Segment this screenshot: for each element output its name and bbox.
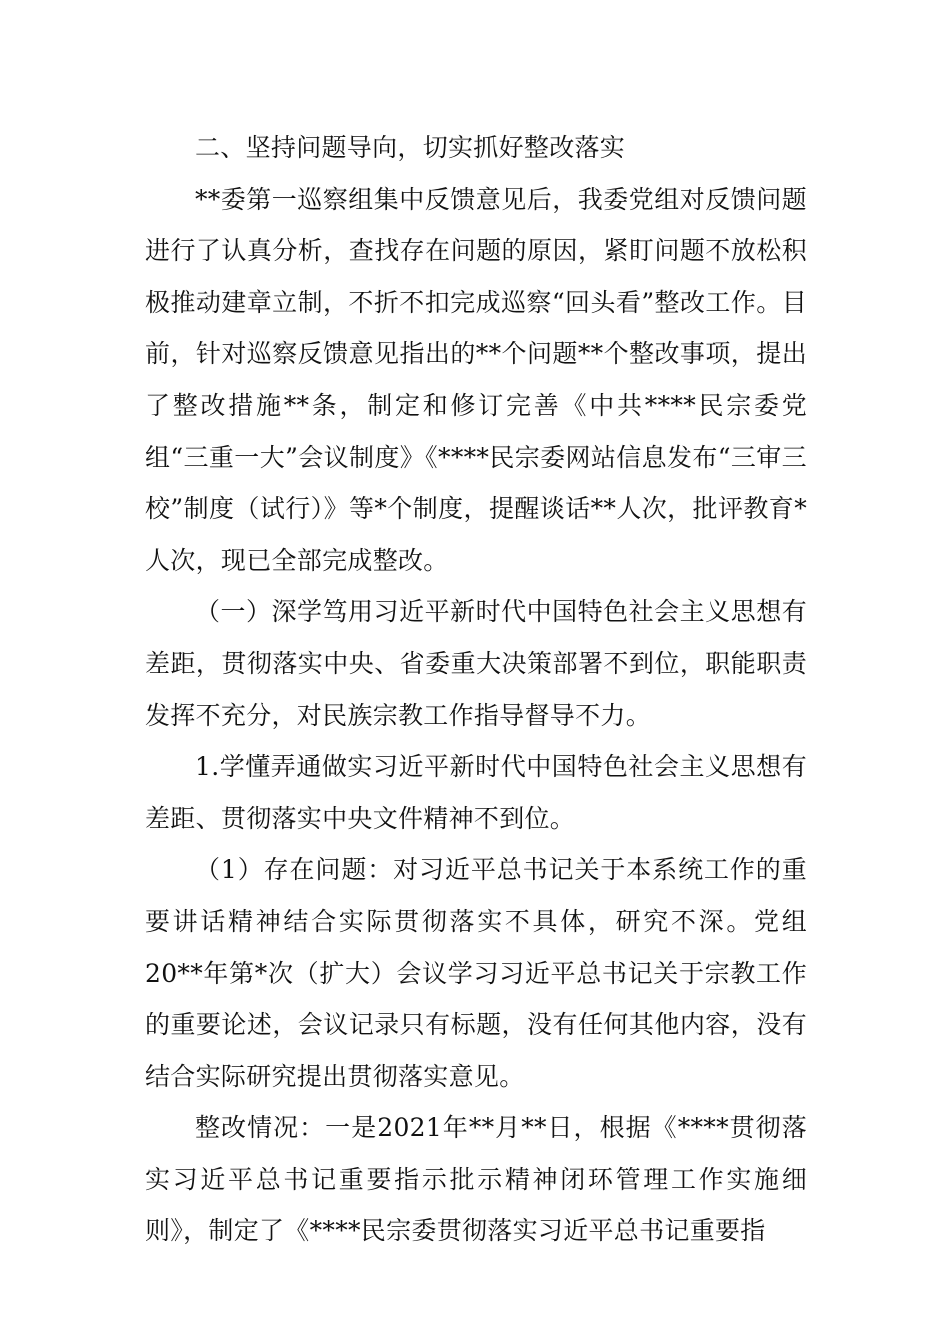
problem-paragraph: （1）存在问题：对习近平总书记关于本系统工作的重要讲话精神结合实际贯彻落实不具体，研究不深。党组20**年第*次（扩大）会议学习习近平总书记关于宗教工作的重要论述，会议记录只有标题，没有任何其他内容，没有结合实际研究提出贯彻落实意见。 (145, 855, 807, 1091)
subsection-heading: （一）深学笃用习近平新时代中国特色社会主义思想有差距，贯彻落实中央、省委重大决策部署不到位，职能职责发挥不充分，对民族宗教工作指导督导不力。 (145, 597, 807, 730)
intro-paragraph: **委第一巡察组集中反馈意见后，我委党组对反馈问题进行了认真分析，查找存在问题的原因，紧盯问题不放松积极推动建章立制，不折不扣完成巡察“回头看”整改工作。目前，针对巡察反馈意见指出的**个问题**个整改事项，提出了整改措施**条，制定和修订完善《中共****民宗委党组“三重一大”会议制度》《****民宗委网站信息发布“三审三校”制度（试行）》等*个制度，提醒谈话**人次，批评教育*人次，现已全部完成整改。 (145, 184, 807, 575)
rectification-paragraph: 整改情况：一是2021年**月**日，根据《****贯彻落实习近平总书记重要指示批示精神闭环管理工作实施细则》，制定了《****民宗委贯彻落实习近平总书记重要指 (145, 1113, 807, 1246)
section-heading: 二、坚持问题导向，切实抓好整改落实 (195, 133, 626, 162)
document-body (145, 122, 807, 1257)
item-heading: 1.学懂弄通做实习近平新时代中国特色社会主义思想有差距、贯彻落实中央文件精神不到位。 (145, 752, 807, 833)
